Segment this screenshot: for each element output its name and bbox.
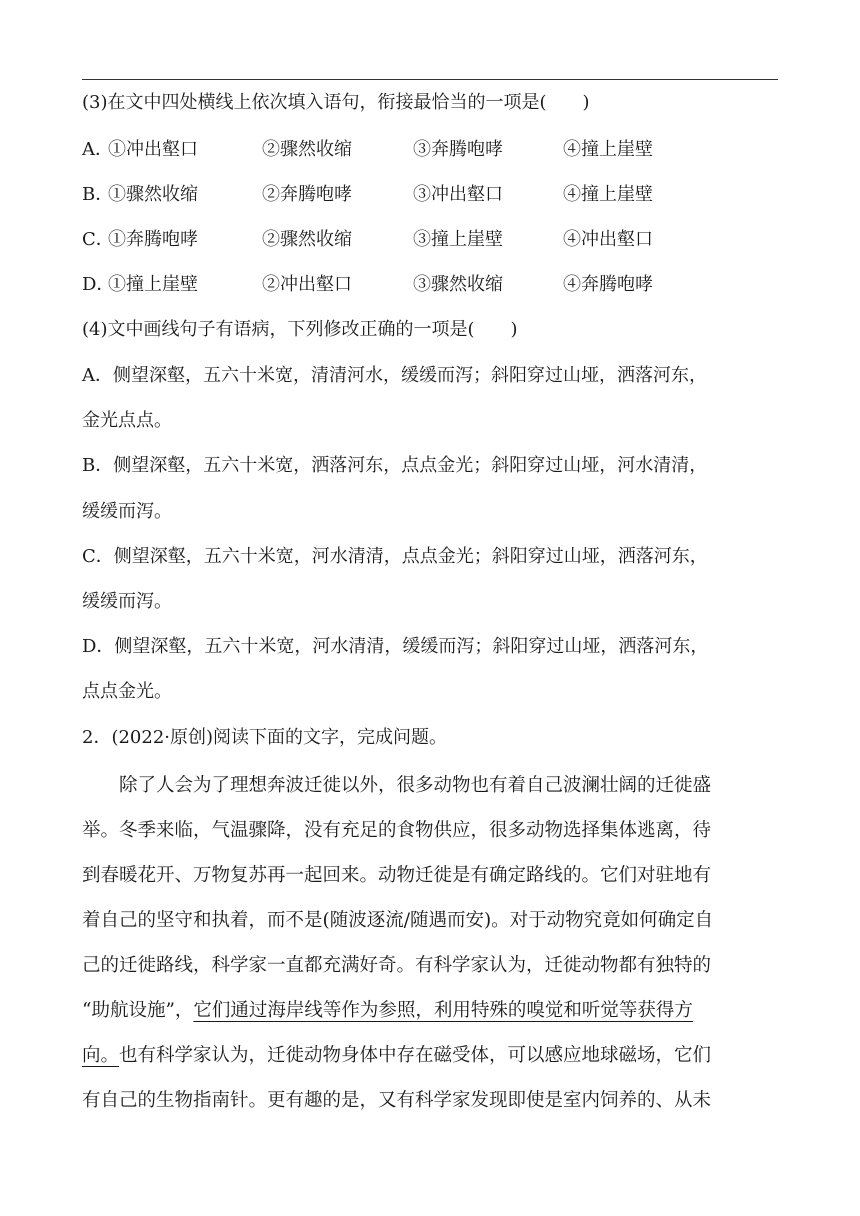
option-item: ②奔腾咆哮 xyxy=(262,184,352,205)
passage-line: 有自己的生物指南针。更有趣的是，又有科学家发现即使是室内饲养的、从未 xyxy=(82,1090,712,1111)
option-letter: B． xyxy=(82,184,114,205)
option-item: ③奔腾咆哮 xyxy=(413,139,503,160)
option-item: ③冲出壑口 xyxy=(413,184,503,205)
underlined-sentence: 它们通过海岸线等作为参照，利用特殊的嗅觉和听觉等获得方 xyxy=(193,1000,693,1021)
option-item: ①冲出壑口 xyxy=(108,139,198,160)
q4-stem: (4)文中画线句子有语病，下列修改正确的一项是( ) xyxy=(82,319,518,340)
passage-line: 着自己的坚守和执着，而不是(随波逐流/随遇而安)。对于动物究竟如何确定自 xyxy=(82,910,714,931)
option-letter: A． xyxy=(82,139,113,160)
underlined-sentence-end: 向。 xyxy=(82,1045,120,1066)
q4-option-c-line2: 缓缓而泻。 xyxy=(82,591,172,612)
option-item: ①撞上崖壁 xyxy=(108,274,198,295)
passage-text: “助航设施”， xyxy=(82,1000,194,1021)
q2-header: 2．(2022·原创)阅读下面的文字，完成问题。 xyxy=(82,727,448,748)
q4-option-d-line1: D．侧望深壑，五六十米宽，河水清清，缓缓而泻；斜阳穿过山垭，洒落河东， xyxy=(82,636,709,657)
option-item: ④奔腾咆哮 xyxy=(563,274,653,295)
option-item: ④撞上崖壁 xyxy=(563,139,653,160)
option-item: ②冲出壑口 xyxy=(262,274,352,295)
option-item: ③骤然收缩 xyxy=(413,274,503,295)
q4-option-a-line2: 金光点点。 xyxy=(82,410,172,431)
passage-line: 除了人会为了理想奔波迁徙以外，很多动物也有着自己波澜壮阔的迁徙盛 xyxy=(82,775,712,796)
q4-option-d-line2: 点点金光。 xyxy=(82,681,172,702)
q4-option-b-line1: B．侧望深壑，五六十米宽，洒落河东，点点金光；斜阳穿过山垭，河水清清， xyxy=(82,455,708,476)
option-item: ①奔腾咆哮 xyxy=(108,229,198,250)
q4-option-b-line2: 缓缓而泻。 xyxy=(82,501,172,522)
passage-text: 也有科学家认为，迁徙动物身体中存在磁受体，可以感应地球磁场，它们 xyxy=(119,1045,712,1066)
option-letter: C． xyxy=(82,229,114,250)
passage-line xyxy=(82,1041,711,1067)
q4-option-c-line1: C．侧望深壑，五六十米宽，河水清清，点点金光；斜阳穿过山垭，洒落河东， xyxy=(82,546,708,567)
passage-line: 举。冬季来临，气温骤降，没有充足的食物供应，很多动物选择集体逃离，待 xyxy=(82,820,712,841)
option-item: ④冲出壑口 xyxy=(563,229,653,250)
q2-passage xyxy=(82,0,782,1216)
option-item: ①骤然收缩 xyxy=(108,184,198,205)
q3-stem: (3)在文中四处横线上依次填入语句，衔接最恰当的一项是( ) xyxy=(82,92,590,113)
passage-line: 到春暖花开、万物复苏再一起回来。动物迁徙是有确定路线的。它们对驻地有 xyxy=(82,865,712,886)
option-item: ②骤然收缩 xyxy=(262,229,352,250)
passage-line xyxy=(82,996,693,1022)
option-letter: D． xyxy=(82,274,115,295)
option-item: ②骤然收缩 xyxy=(262,139,352,160)
option-item: ④撞上崖壁 xyxy=(563,184,653,205)
q4-option-a-line1: A．侧望深壑，五六十米宽，清清河水，缓缓而泻；斜阳穿过山垭，洒落河东， xyxy=(82,365,707,386)
passage-line: 己的迁徙路线，科学家一直都充满好奇。有科学家认为，迁徙动物都有独特的 xyxy=(82,955,712,976)
option-item: ③撞上崖壁 xyxy=(413,229,503,250)
